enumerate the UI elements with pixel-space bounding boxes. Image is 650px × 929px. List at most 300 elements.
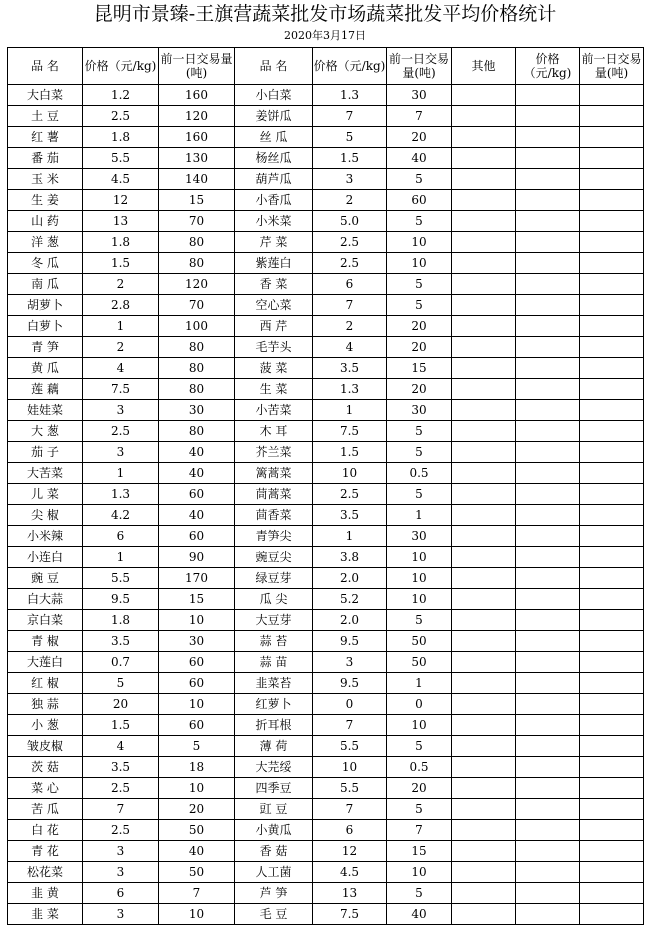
table-row <box>8 631 644 652</box>
volume-1: 80 <box>159 337 235 358</box>
vegetable-name-1: 茄 子 <box>8 442 83 463</box>
vegetable-name-1: 尖 椒 <box>8 505 83 526</box>
table-row <box>8 841 644 862</box>
price-1: 4 <box>83 358 159 379</box>
volume-1: 160 <box>159 127 235 148</box>
vegetable-name-2: 折耳根 <box>235 715 313 736</box>
table-row <box>8 169 644 190</box>
price-3 <box>516 505 580 526</box>
volume-3 <box>580 862 644 883</box>
table-row <box>8 316 644 337</box>
volume-1: 10 <box>159 778 235 799</box>
other-name <box>452 778 516 799</box>
price-2: 2.5 <box>313 232 387 253</box>
volume-2: 0 <box>387 694 452 715</box>
volume-3 <box>580 547 644 568</box>
price-2: 3.5 <box>313 505 387 526</box>
price-3 <box>516 484 580 505</box>
other-name <box>452 190 516 211</box>
other-name <box>452 85 516 106</box>
other-name <box>452 841 516 862</box>
table-row <box>8 211 644 232</box>
price-3 <box>516 715 580 736</box>
volume-3 <box>580 400 644 421</box>
table-row <box>8 694 644 715</box>
vegetable-name-1: 红 薯 <box>8 127 83 148</box>
volume-2: 10 <box>387 862 452 883</box>
volume-1: 5 <box>159 736 235 757</box>
price-3 <box>516 106 580 127</box>
other-name <box>452 610 516 631</box>
table-row <box>8 820 644 841</box>
volume-1: 160 <box>159 85 235 106</box>
price-1: 5 <box>83 673 159 694</box>
volume-2: 20 <box>387 379 452 400</box>
report-date: 2020年3月17日 <box>284 29 366 42</box>
other-name <box>452 820 516 841</box>
volume-2: 10 <box>387 547 452 568</box>
vegetable-name-1: 小米辣 <box>8 526 83 547</box>
price-2: 5.2 <box>313 589 387 610</box>
volume-2: 5 <box>387 799 452 820</box>
price-2: 2.0 <box>313 568 387 589</box>
volume-3 <box>580 211 644 232</box>
other-name <box>452 127 516 148</box>
volume-3 <box>580 505 644 526</box>
price-1: 0.7 <box>83 652 159 673</box>
vegetable-name-2: 人工菌 <box>235 862 313 883</box>
volume-2: 15 <box>387 358 452 379</box>
price-1: 2.5 <box>83 421 159 442</box>
volume-2: 10 <box>387 253 452 274</box>
volume-3 <box>580 757 644 778</box>
table-row <box>8 484 644 505</box>
volume-1: 60 <box>159 673 235 694</box>
other-name <box>452 631 516 652</box>
volume-3 <box>580 610 644 631</box>
price-2: 0 <box>313 694 387 715</box>
volume-1: 130 <box>159 148 235 169</box>
volume-2: 5 <box>387 610 452 631</box>
volume-2: 7 <box>387 106 452 127</box>
vegetable-name-2: 小苦菜 <box>235 400 313 421</box>
volume-1: 50 <box>159 820 235 841</box>
table-row <box>8 400 644 421</box>
price-2: 1 <box>313 400 387 421</box>
volume-2: 20 <box>387 127 452 148</box>
volume-2: 0.5 <box>387 463 452 484</box>
price-1: 1.8 <box>83 127 159 148</box>
other-name <box>452 862 516 883</box>
price-3 <box>516 610 580 631</box>
vegetable-name-1: 大白菜 <box>8 85 83 106</box>
price-1: 4.5 <box>83 169 159 190</box>
table-row <box>8 547 644 568</box>
vegetable-name-2: 紫莲白 <box>235 253 313 274</box>
volume-2: 60 <box>387 190 452 211</box>
volume-2: 30 <box>387 400 452 421</box>
price-3 <box>516 295 580 316</box>
table-row <box>8 463 644 484</box>
vegetable-name-1: 大莲白 <box>8 652 83 673</box>
table-row <box>8 106 644 127</box>
table-row <box>8 379 644 400</box>
price-3 <box>516 526 580 547</box>
vegetable-name-2: 木 耳 <box>235 421 313 442</box>
volume-3 <box>580 715 644 736</box>
price-2: 10 <box>313 463 387 484</box>
vegetable-name-1: 青 花 <box>8 841 83 862</box>
table-row <box>8 232 644 253</box>
vegetable-name-1: 玉 米 <box>8 169 83 190</box>
price-2: 4 <box>313 337 387 358</box>
volume-2: 5 <box>387 442 452 463</box>
price-3 <box>516 169 580 190</box>
vegetable-name-1: 青 椒 <box>8 631 83 652</box>
volume-3 <box>580 295 644 316</box>
volume-3 <box>580 148 644 169</box>
volume-1: 40 <box>159 505 235 526</box>
price-2: 13 <box>313 883 387 904</box>
table-row <box>8 673 644 694</box>
vegetable-name-1: 胡萝卜 <box>8 295 83 316</box>
price-1: 2.5 <box>83 820 159 841</box>
volume-1: 80 <box>159 421 235 442</box>
price-2: 1.3 <box>313 379 387 400</box>
volume-1: 7 <box>159 883 235 904</box>
page-title: 昆明市景臻-王旗营蔬菜批发市场蔬菜批发平均价格统计 <box>93 3 557 25</box>
volume-1: 80 <box>159 379 235 400</box>
price-3 <box>516 379 580 400</box>
volume-3 <box>580 169 644 190</box>
price-1: 12 <box>83 190 159 211</box>
price-2: 1 <box>313 526 387 547</box>
volume-2: 5 <box>387 169 452 190</box>
vegetable-name-1: 番 茄 <box>8 148 83 169</box>
price-3 <box>516 568 580 589</box>
price-2: 7 <box>313 106 387 127</box>
header-volume-1: 前一日交易量(吨) <box>159 48 235 85</box>
price-1: 2.5 <box>83 106 159 127</box>
price-2: 1.5 <box>313 148 387 169</box>
table-row <box>8 799 644 820</box>
volume-1: 40 <box>159 841 235 862</box>
price-3 <box>516 778 580 799</box>
price-3 <box>516 232 580 253</box>
price-3 <box>516 862 580 883</box>
volume-2: 10 <box>387 589 452 610</box>
vegetable-name-2: 蒜 苔 <box>235 631 313 652</box>
vegetable-name-1: 豌 豆 <box>8 568 83 589</box>
vegetable-name-1: 红 椒 <box>8 673 83 694</box>
price-2: 3.5 <box>313 358 387 379</box>
other-name <box>452 547 516 568</box>
volume-3 <box>580 904 644 925</box>
volume-3 <box>580 799 644 820</box>
price-3 <box>516 421 580 442</box>
vegetable-name-2: 空心菜 <box>235 295 313 316</box>
table-row <box>8 274 644 295</box>
price-1: 2 <box>83 274 159 295</box>
volume-2: 5 <box>387 736 452 757</box>
price-3 <box>516 547 580 568</box>
volume-2: 20 <box>387 316 452 337</box>
price-3 <box>516 757 580 778</box>
price-3 <box>516 463 580 484</box>
price-1: 7.5 <box>83 379 159 400</box>
other-name <box>452 253 516 274</box>
header-volume-3: 前一日交易量(吨) <box>580 48 644 85</box>
vegetable-name-1: 大 葱 <box>8 421 83 442</box>
volume-2: 10 <box>387 232 452 253</box>
vegetable-name-2: 香 菇 <box>235 841 313 862</box>
table-row <box>8 589 644 610</box>
volume-1: 80 <box>159 253 235 274</box>
volume-2: 5 <box>387 211 452 232</box>
volume-1: 60 <box>159 526 235 547</box>
volume-1: 70 <box>159 211 235 232</box>
price-1: 3 <box>83 442 159 463</box>
volume-1: 60 <box>159 715 235 736</box>
other-name <box>452 400 516 421</box>
vegetable-name-1: 小连白 <box>8 547 83 568</box>
volume-1: 15 <box>159 190 235 211</box>
price-2: 2 <box>313 190 387 211</box>
volume-1: 120 <box>159 106 235 127</box>
price-3 <box>516 841 580 862</box>
vegetable-name-1: 小 葱 <box>8 715 83 736</box>
table-row <box>8 778 644 799</box>
vegetable-name-1: 黄 瓜 <box>8 358 83 379</box>
price-2: 6 <box>313 820 387 841</box>
vegetable-name-1: 苦 瓜 <box>8 799 83 820</box>
price-2: 2.0 <box>313 610 387 631</box>
price-2: 7.5 <box>313 421 387 442</box>
volume-3 <box>580 778 644 799</box>
vegetable-name-2: 大豆芽 <box>235 610 313 631</box>
volume-1: 20 <box>159 799 235 820</box>
volume-3 <box>580 883 644 904</box>
price-2: 5 <box>313 127 387 148</box>
table-row <box>8 652 644 673</box>
price-2: 9.5 <box>313 631 387 652</box>
price-2: 2.5 <box>313 253 387 274</box>
price-2: 6 <box>313 274 387 295</box>
table-body <box>8 85 644 925</box>
price-3 <box>516 148 580 169</box>
vegetable-name-2: 小香瓜 <box>235 190 313 211</box>
table-row <box>8 568 644 589</box>
volume-3 <box>580 358 644 379</box>
price-3 <box>516 316 580 337</box>
vegetable-name-2: 小米菜 <box>235 211 313 232</box>
price-3 <box>516 631 580 652</box>
vegetable-name-1: 韭 黄 <box>8 883 83 904</box>
vegetable-name-2: 毛芋头 <box>235 337 313 358</box>
header-volume-2: 前一日交易量(吨) <box>387 48 452 85</box>
table-row <box>8 526 644 547</box>
header-price-3: 价格（元/kg) <box>516 48 580 85</box>
price-1: 6 <box>83 883 159 904</box>
price-1: 1.2 <box>83 85 159 106</box>
volume-2: 20 <box>387 337 452 358</box>
other-name <box>452 169 516 190</box>
volume-3 <box>580 379 644 400</box>
price-3 <box>516 127 580 148</box>
table-row <box>8 337 644 358</box>
other-name <box>452 904 516 925</box>
price-2: 4.5 <box>313 862 387 883</box>
price-3 <box>516 736 580 757</box>
vegetable-name-1: 土 豆 <box>8 106 83 127</box>
price-1: 13 <box>83 211 159 232</box>
volume-3 <box>580 85 644 106</box>
volume-3 <box>580 190 644 211</box>
price-3 <box>516 589 580 610</box>
volume-3 <box>580 253 644 274</box>
vegetable-name-2: 香 菜 <box>235 274 313 295</box>
vegetable-name-2: 姜饼瓜 <box>235 106 313 127</box>
volume-3 <box>580 631 644 652</box>
price-2: 7 <box>313 799 387 820</box>
vegetable-name-2: 四季豆 <box>235 778 313 799</box>
vegetable-name-2: 茼蒿菜 <box>235 484 313 505</box>
vegetable-name-2: 芥兰菜 <box>235 442 313 463</box>
volume-1: 40 <box>159 463 235 484</box>
other-name <box>452 736 516 757</box>
price-1: 3 <box>83 841 159 862</box>
table-row <box>8 505 644 526</box>
volume-1: 170 <box>159 568 235 589</box>
price-1: 2.5 <box>83 778 159 799</box>
other-name <box>452 526 516 547</box>
volume-1: 70 <box>159 295 235 316</box>
volume-1: 60 <box>159 652 235 673</box>
other-name <box>452 568 516 589</box>
table-row <box>8 757 644 778</box>
other-name <box>452 148 516 169</box>
volume-1: 10 <box>159 694 235 715</box>
other-name <box>452 484 516 505</box>
price-1: 1.5 <box>83 715 159 736</box>
volume-3 <box>580 673 644 694</box>
price-2: 3 <box>313 652 387 673</box>
volume-3 <box>580 274 644 295</box>
other-name <box>452 463 516 484</box>
volume-2: 30 <box>387 85 452 106</box>
vegetable-name-1: 莲 藕 <box>8 379 83 400</box>
volume-3 <box>580 442 644 463</box>
vegetable-name-1: 白大蒜 <box>8 589 83 610</box>
price-1: 1.5 <box>83 253 159 274</box>
table-row <box>8 127 644 148</box>
volume-3 <box>580 127 644 148</box>
volume-3 <box>580 652 644 673</box>
table-row <box>8 862 644 883</box>
table-row <box>8 148 644 169</box>
volume-2: 50 <box>387 631 452 652</box>
table-row <box>8 736 644 757</box>
price-1: 9.5 <box>83 589 159 610</box>
table-row <box>8 610 644 631</box>
table-row <box>8 190 644 211</box>
other-name <box>452 505 516 526</box>
other-name <box>452 316 516 337</box>
vegetable-name-1: 生 姜 <box>8 190 83 211</box>
price-2: 1.3 <box>313 85 387 106</box>
price-table <box>7 47 644 925</box>
volume-2: 5 <box>387 484 452 505</box>
price-2: 9.5 <box>313 673 387 694</box>
price-1: 3 <box>83 862 159 883</box>
vegetable-name-1: 南 瓜 <box>8 274 83 295</box>
price-2: 3.8 <box>313 547 387 568</box>
header-name-2: 品 名 <box>235 48 313 85</box>
price-3 <box>516 673 580 694</box>
volume-2: 10 <box>387 715 452 736</box>
price-1: 7 <box>83 799 159 820</box>
vegetable-name-2: 茴香菜 <box>235 505 313 526</box>
vegetable-name-1: 冬 瓜 <box>8 253 83 274</box>
vegetable-name-2: 芦 笋 <box>235 883 313 904</box>
volume-1: 18 <box>159 757 235 778</box>
header-row <box>8 48 644 85</box>
price-3 <box>516 190 580 211</box>
volume-2: 10 <box>387 568 452 589</box>
price-1: 6 <box>83 526 159 547</box>
vegetable-name-1: 洋 葱 <box>8 232 83 253</box>
other-name <box>452 232 516 253</box>
table-row <box>8 421 644 442</box>
vegetable-name-1: 白萝卜 <box>8 316 83 337</box>
price-3 <box>516 253 580 274</box>
price-3 <box>516 799 580 820</box>
volume-2: 7 <box>387 820 452 841</box>
vegetable-name-2: 豇 豆 <box>235 799 313 820</box>
vegetable-name-2: 蒜 苗 <box>235 652 313 673</box>
table-row <box>8 904 644 925</box>
vegetable-name-1: 儿 菜 <box>8 484 83 505</box>
volume-2: 5 <box>387 883 452 904</box>
volume-2: 20 <box>387 778 452 799</box>
price-1: 4.2 <box>83 505 159 526</box>
volume-2: 5 <box>387 295 452 316</box>
volume-3 <box>580 820 644 841</box>
volume-1: 100 <box>159 316 235 337</box>
price-2: 10 <box>313 757 387 778</box>
volume-3 <box>580 589 644 610</box>
vegetable-name-2: 芹 菜 <box>235 232 313 253</box>
vegetable-name-2: 生 菜 <box>235 379 313 400</box>
volume-3 <box>580 421 644 442</box>
other-name <box>452 337 516 358</box>
vegetable-name-1: 菜 心 <box>8 778 83 799</box>
vegetable-name-1: 松花菜 <box>8 862 83 883</box>
other-name <box>452 211 516 232</box>
volume-2: 1 <box>387 673 452 694</box>
volume-2: 5 <box>387 421 452 442</box>
price-3 <box>516 820 580 841</box>
volume-2: 15 <box>387 841 452 862</box>
other-name <box>452 589 516 610</box>
price-1: 5.5 <box>83 148 159 169</box>
volume-1: 90 <box>159 547 235 568</box>
volume-1: 80 <box>159 232 235 253</box>
price-1: 1.8 <box>83 610 159 631</box>
volume-1: 30 <box>159 631 235 652</box>
price-1: 3.5 <box>83 631 159 652</box>
volume-3 <box>580 841 644 862</box>
